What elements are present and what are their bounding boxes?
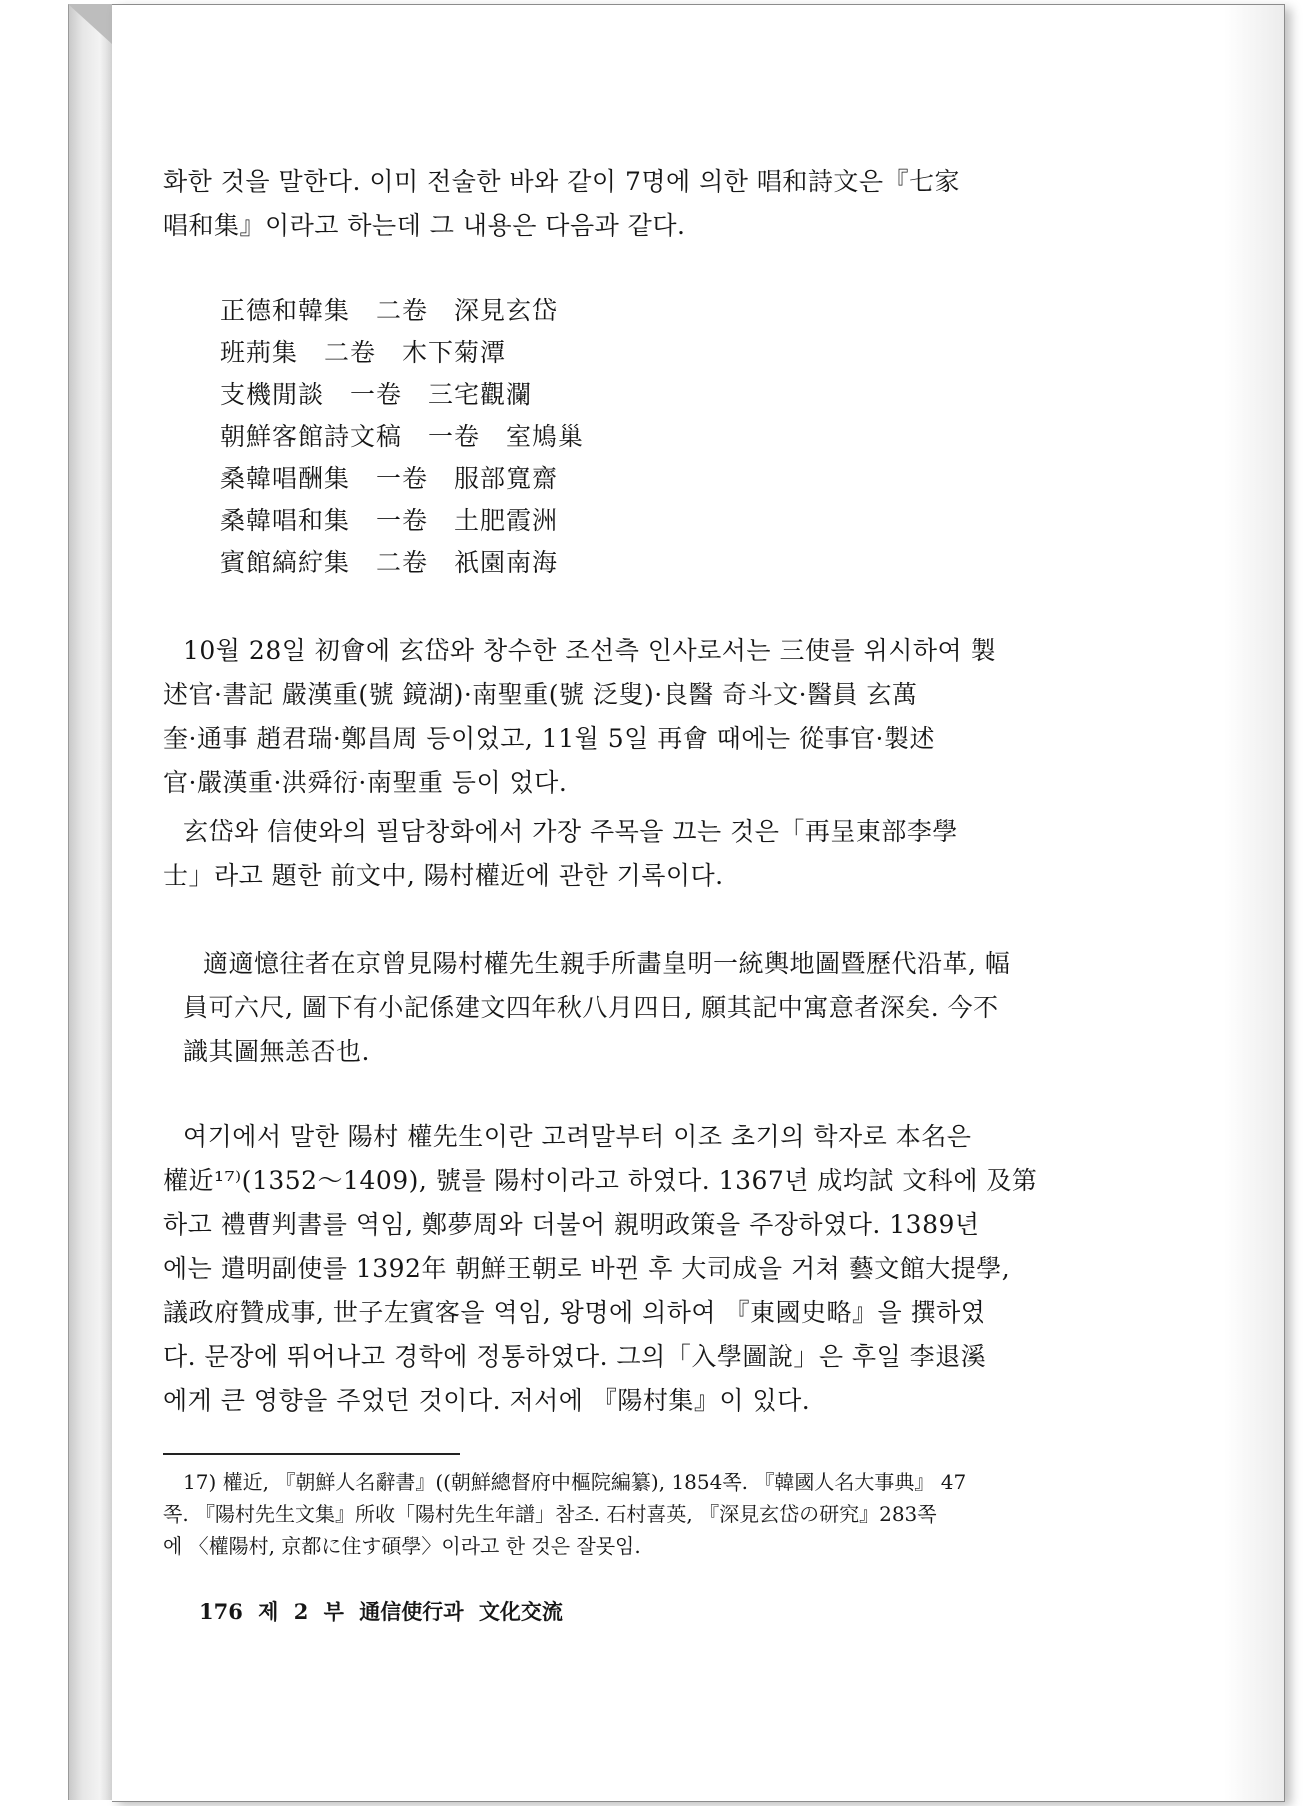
quote-line: 員可六尺, 圖下有小記係建文四年秋八月四日, 願其記中寓意者深矣. 今不 (183, 993, 999, 1022)
book-list-item: 賓館縞紵集 二卷 祇園南海 (220, 548, 559, 577)
book-list-item: 桑韓唱和集 一卷 土肥霞洲 (220, 506, 559, 535)
page-footer (199, 1596, 563, 1626)
footnote-line: 에 〈權陽村, 京都に住す碩學〉이라고 한 것은 잘못임. (163, 1534, 641, 1558)
paragraph4-line: 에게 큰 영향을 주었던 것이다. 저서에 『陽村集』이 있다. (163, 1386, 811, 1415)
paragraph2-line: 述官·書記 嚴漢重(號 鏡湖)·南聖重(號 泛叟)·良醫 奇斗文·醫員 玄萬 (163, 680, 918, 709)
paragraph1-line: 唱和集』이라고 하는데 그 내용은 다음과 같다. (163, 211, 686, 240)
paragraph4-line: 다. 문장에 뛰어나고 경학에 정통하였다. 그의「入學圖說」은 후일 李退溪 (163, 1342, 987, 1371)
book-list-item: 桑韓唱酬集 一卷 服部寬齋 (220, 464, 559, 493)
footnote-line: 쪽. 『陽村先生文集』所收「陽村先生年譜」참조. 石村喜英, 『深見玄岱の研究』283쪽 (163, 1502, 937, 1526)
part-label: 제 2 부 (258, 1599, 344, 1624)
paragraph3-line: 玄岱와 信使와의 필담창화에서 가장 주목을 끄는 것은「再呈東部李學 (183, 817, 958, 846)
paragraph2-line: 奎·通事 趙君瑞·鄭昌周 등이었고, 11월 5일 再會 때에는 從事官·製述 (163, 724, 935, 753)
quote-line: 適適憶往者在京曾見陽村權先生親手所畵皇明一統輿地圖暨歷代沿革, 幅 (203, 949, 1011, 978)
paragraph1-line: 화한 것을 말한다. 이미 전술한 바와 같이 7명에 의한 唱和詩文은『七家 (163, 167, 961, 196)
footnote-rule (163, 1453, 460, 1455)
footnote-line: 17) 權近, 『朝鮮人名辭書』((朝鮮總督府中樞院編纂), 1854쪽. 『韓國人名大事典』 47 (183, 1470, 967, 1494)
paragraph2-line: 10월 28일 初會에 玄岱와 창수한 조선측 인사로서는 三使를 위시하여 製 (183, 636, 997, 665)
paragraph4-line: 하고 禮曹判書를 역임, 鄭夢周와 더불어 親明政策을 주장하였다. 1389년 (163, 1210, 980, 1239)
book-list-item: 正德和韓集 二卷 深見玄岱 (220, 296, 559, 325)
book-list-item: 支機閒談 一卷 三宅觀瀾 (220, 380, 533, 409)
book-list-item: 朝鮮客館詩文稿 一卷 室鳩巢 (220, 422, 585, 451)
section-title: 通信使行과 文化交流 (359, 1599, 563, 1624)
quote-line: 識其圖無恙否也. (183, 1037, 370, 1066)
page-shade (1224, 5, 1284, 1801)
book-spine (68, 4, 113, 1800)
paragraph4-line: 여기에서 말한 陽村 權先生이란 고려말부터 이조 초기의 학자로 本名은 (183, 1122, 972, 1151)
paragraph3-line: 士」라고 題한 前文中, 陽村權近에 관한 기록이다. (163, 861, 724, 890)
paragraph4-line: 權近¹⁷⁾(1352～1409), 號를 陽村이라고 하였다. 1367년 成均試 文科에 及第 (163, 1166, 1038, 1195)
paragraph2-line: 官·嚴漢重·洪舜衍·南聖重 등이 었다. (163, 768, 568, 797)
paragraph4-line: 에는 遣明副使를 1392年 朝鮮王朝로 바뀐 후 大司成을 거쳐 藝文館大提學, (163, 1254, 1011, 1283)
book-spine-top (68, 4, 112, 44)
page-number: 176 (199, 1599, 243, 1624)
book-list-item: 班荊集 二卷 木下菊潭 (220, 338, 507, 367)
paragraph4-line: 議政府贊成事, 世子左賓客을 역임, 왕명에 의하여 『東國史略』을 撰하였 (163, 1298, 986, 1327)
